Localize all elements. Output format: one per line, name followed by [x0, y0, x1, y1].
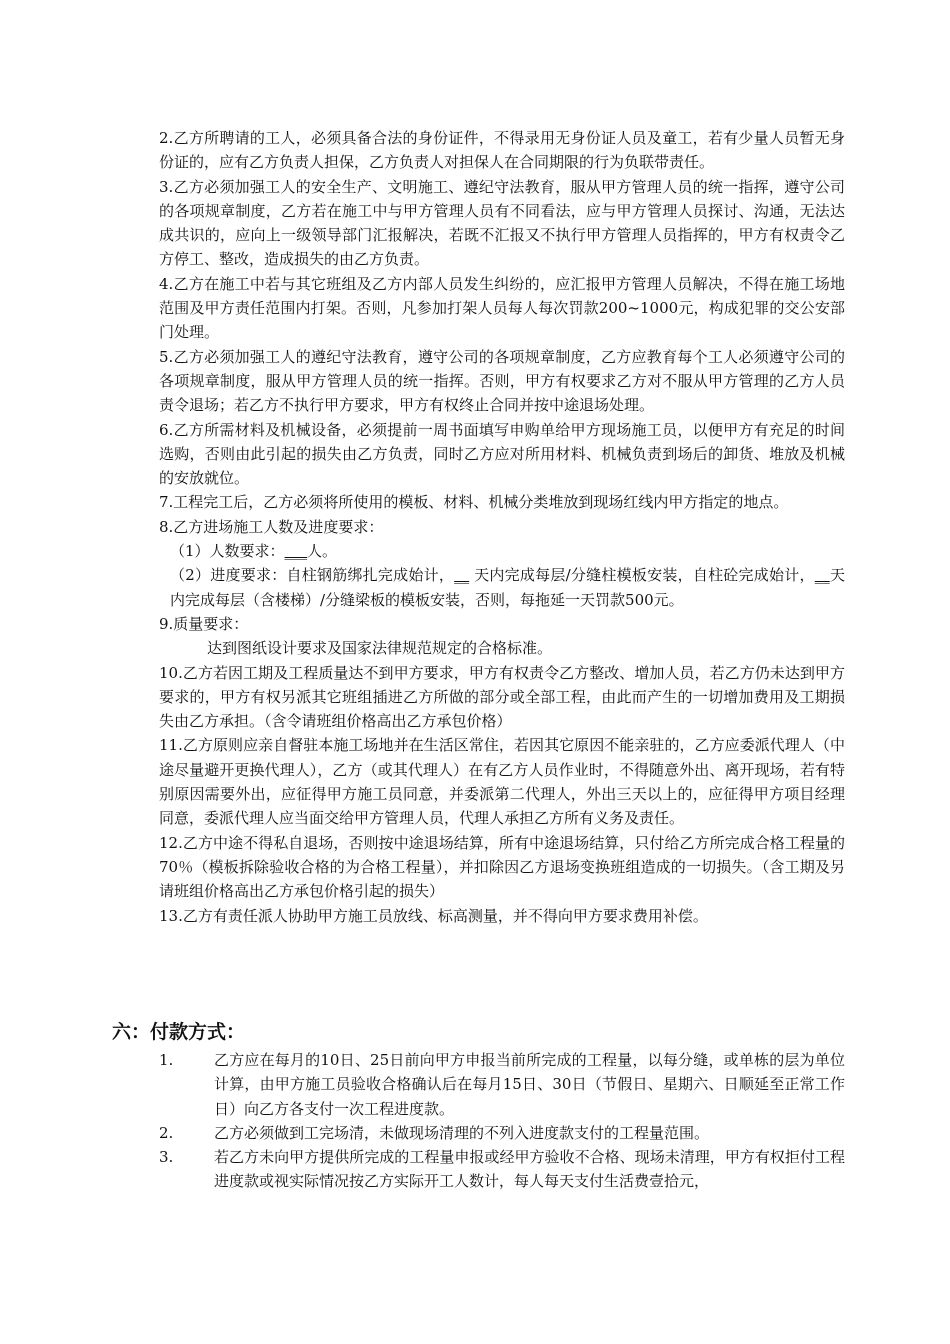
- schedule-text-c: 天内完成每层（含楼梯）/分缝梁板的模板安装，否则，每拖延一天罚款500元。: [170, 566, 846, 609]
- schedule-text-a: （2）进度要求：自柱钢筋绑扎完成始计，: [170, 566, 455, 585]
- clause-7: 7.工程完工后，乙方必须将所使用的模板、材料、机械分类堆放到现场红线内甲方指定的地点。: [159, 493, 789, 512]
- list-item-number: 1.: [159, 1051, 174, 1069]
- headcount-blank: ___: [284, 542, 308, 561]
- list-item-text: 乙方必须做到工完场清，未做现场清理的不列入进度款支付的工程量范围。: [214, 1123, 710, 1142]
- clause-8-headcount: [159, 539, 845, 563]
- list-item: [159, 1048, 845, 1121]
- clause-9-title: 9.质量要求：: [159, 614, 249, 633]
- headcount-unit: 人。: [307, 542, 338, 561]
- clause-8-title: 8.乙方进场施工人数及进度要求：: [159, 517, 384, 536]
- list-item: [159, 1145, 845, 1194]
- clause-5: 5.乙方必须加强工人的遵纪守法教育，遵守公司的各项规章制度，乙方应教育每个工人必须遵守公司的各项规章制度，服从甲方管理人员的统一指挥。否则，甲方有权要求乙方对不服从甲方管理的乙方人员责令退场；若乙方不执行甲方要求，甲方有权终止合同并按中途退场处理。: [159, 347, 845, 415]
- clause-9-text: 达到图纸设计要求及国家法律规范规定的合格标准。: [207, 639, 553, 658]
- schedule-blank-2: __: [814, 566, 830, 585]
- clause-13: 13.乙方有责任派人协助甲方施工员放线、标高测量，并不得向甲方要求费用补偿。: [159, 906, 708, 925]
- clause-2: 2.乙方所聘请的工人，必须具备合法的身份证件，不得录用无身份证人员及童工，若有少量人员暂无身份证的，应有乙方负责人担保，乙方负责人对担保人在合同期限的行为负联带责任。: [159, 129, 845, 172]
- clause-8-schedule: [159, 563, 845, 612]
- schedule-blank-1: __: [454, 566, 470, 585]
- schedule-text-b: 天内完成每层/分缝柱模板安装，自柱砼完成始计，: [469, 566, 815, 585]
- contract-clauses: [159, 126, 845, 928]
- list-item-number: 2.: [159, 1123, 174, 1142]
- section-6-heading: 六：付款方式：: [112, 1021, 246, 1043]
- list-item: [159, 1121, 845, 1145]
- list-item-number: 3.: [159, 1148, 174, 1167]
- headcount-label: （1）人数要求：: [170, 542, 285, 561]
- list-item-text: 乙方应在每月的10日、25日前向甲方申报当前所完成的工程量，以每分缝，或单栋的层为单位计算，由甲方施工员验收合格确认后在每月15日、30日（节假日、星期六、日顺延至正常工作日）向乙方各支付一次工程进度款。: [214, 1051, 845, 1118]
- clause-10: 10.乙方若因工期及工程质量达不到甲方要求，甲方有权责令乙方整改、增加人员，若乙方仍未达到甲方要求的，甲方有权另派其它班组插进乙方所做的部分或全部工程，由此而产生的一切增加费用及工期损失由乙方承担。（含令请班组价格高出乙方承包价格）: [159, 663, 845, 731]
- clause-11: 11.乙方原则应亲自督驻本施工场地并在生活区常住，若因其它原因不能亲驻的，乙方应委派代理人（中途尽量避开更换代理人），乙方（或其代理人）在有乙方人员作业时，不得随意外出、离开现场，若有特别原因需要外出，应征得甲方施工员同意，并委派第二代理人，外出三天以上的，应征得甲方项目经理同意，委派代理人应当面交给甲方管理人员，代理人承担乙方所有义务及责任。: [159, 736, 845, 828]
- clause-4: 4.乙方在施工中若与其它班组及乙方内部人员发生纠纷的，应汇报甲方管理人员解决，不得在施工场地范围及甲方责任范围内打架。否则，凡参加打架人员每人每次罚款200~1000元，构成犯罪的交公安部门处理。: [159, 274, 845, 342]
- clause-12: 12.乙方中途不得私自退场，否则按中途退场结算，所有中途退场结算，只付给乙方所完成合格工程量的70％（模板拆除验收合格的为合格工程量），并扣除因乙方退场变换班组造成的一切损失。（含工期及另请班组价格高出乙方承包价格引起的损失）: [159, 833, 845, 901]
- clause-6: 6.乙方所需材料及机械设备，必须提前一周书面填写申购单给甲方现场施工员，以便甲方有充足的时间选购，否则由此引起的损失由乙方负责，同时乙方应对所用材料、机械负责到场后的卸货、堆放及机械的安放就位。: [159, 420, 845, 488]
- clause-3: 3.乙方必须加强工人的安全生产、文明施工、遵纪守法教育，服从甲方管理人员的统一指挥，遵守公司的各项规章制度，乙方若在施工中与甲方管理人员有不同看法，应与甲方管理人员探讨、沟通，无法达成共识的，应向上一级领导部门汇报解决，若既不汇报又不执行甲方管理人员指挥的，甲方有权责令乙方停工、整改，造成损失的由乙方负责。: [159, 177, 845, 269]
- list-item-text: 若乙方未向甲方提供所完成的工程量申报或经甲方验收不合格、现场未清理，甲方有权拒付工程进度款或视实际情况按乙方实际开工人数计，每人每天支付生活费壹拾元，: [214, 1148, 845, 1191]
- payment-terms-list: [159, 1048, 845, 1194]
